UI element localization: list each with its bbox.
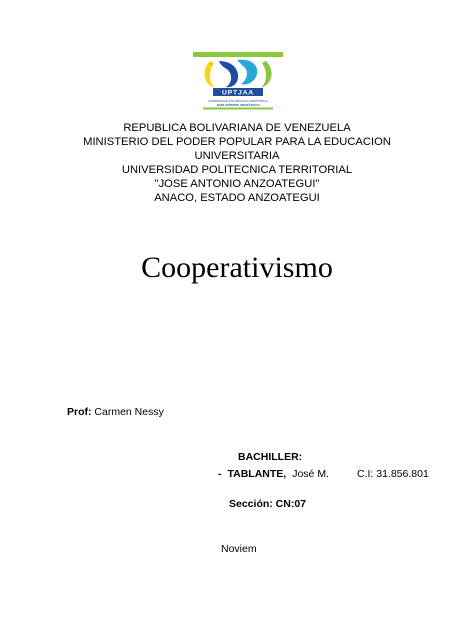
header-republic: REPUBLICA BOLIVARIANA DE VENEZUELA: [123, 122, 351, 134]
logo-blue-swirl: [219, 61, 238, 87]
logo-top-bar: [193, 52, 283, 57]
logo-acronym: UPTJAA: [222, 89, 254, 97]
document-title: Cooperativismo: [141, 251, 333, 284]
uptjaa-logo-graphic: [193, 52, 283, 110]
section-line: Sección: CN:07: [229, 498, 307, 510]
date-line: Noviem: [221, 543, 257, 555]
university-logo: [193, 52, 283, 110]
student-line: [218, 467, 429, 481]
professor-line: [67, 405, 164, 419]
bachiller-label: BACHILLER:: [238, 451, 303, 463]
header-location: ANACO, ESTADO ANZOATEGUI: [154, 192, 320, 204]
professor-name: Carmen Nessy: [94, 406, 164, 418]
header-ministry-cont: UNIVERSITARIA: [194, 150, 280, 162]
header-university: UNIVERSIDAD POLITECNICA TERRITORIAL: [121, 164, 353, 176]
header-ministry: MINISTERIO DEL PODER POPULAR PARA LA EDUCACION: [83, 136, 391, 148]
student-dash: -: [218, 468, 222, 480]
logo-tagline-line1: UNIVERSIDAD POLITÉCNICA TERRITORIAL: [208, 99, 268, 103]
student-ci: C.I: 31.856.801: [356, 468, 429, 480]
logo-tagline-line2: JOSÉ ANTONIO ANZOÁTEGUI: [216, 103, 260, 107]
logo-green-crescent: [261, 61, 272, 88]
professor-label: Prof:: [67, 406, 92, 418]
logo-yellow-crescent: [204, 61, 215, 88]
header-university-name: "JOSE ANTONIO ANZOATEGUI": [154, 178, 320, 190]
institution-header: [0, 121, 474, 205]
student-last-name: TABLANTE,: [227, 468, 287, 480]
logo-bottom-bar: [203, 108, 273, 110]
logo-cyan-swirl: [237, 60, 257, 85]
student-first-name: José M.: [292, 468, 329, 480]
